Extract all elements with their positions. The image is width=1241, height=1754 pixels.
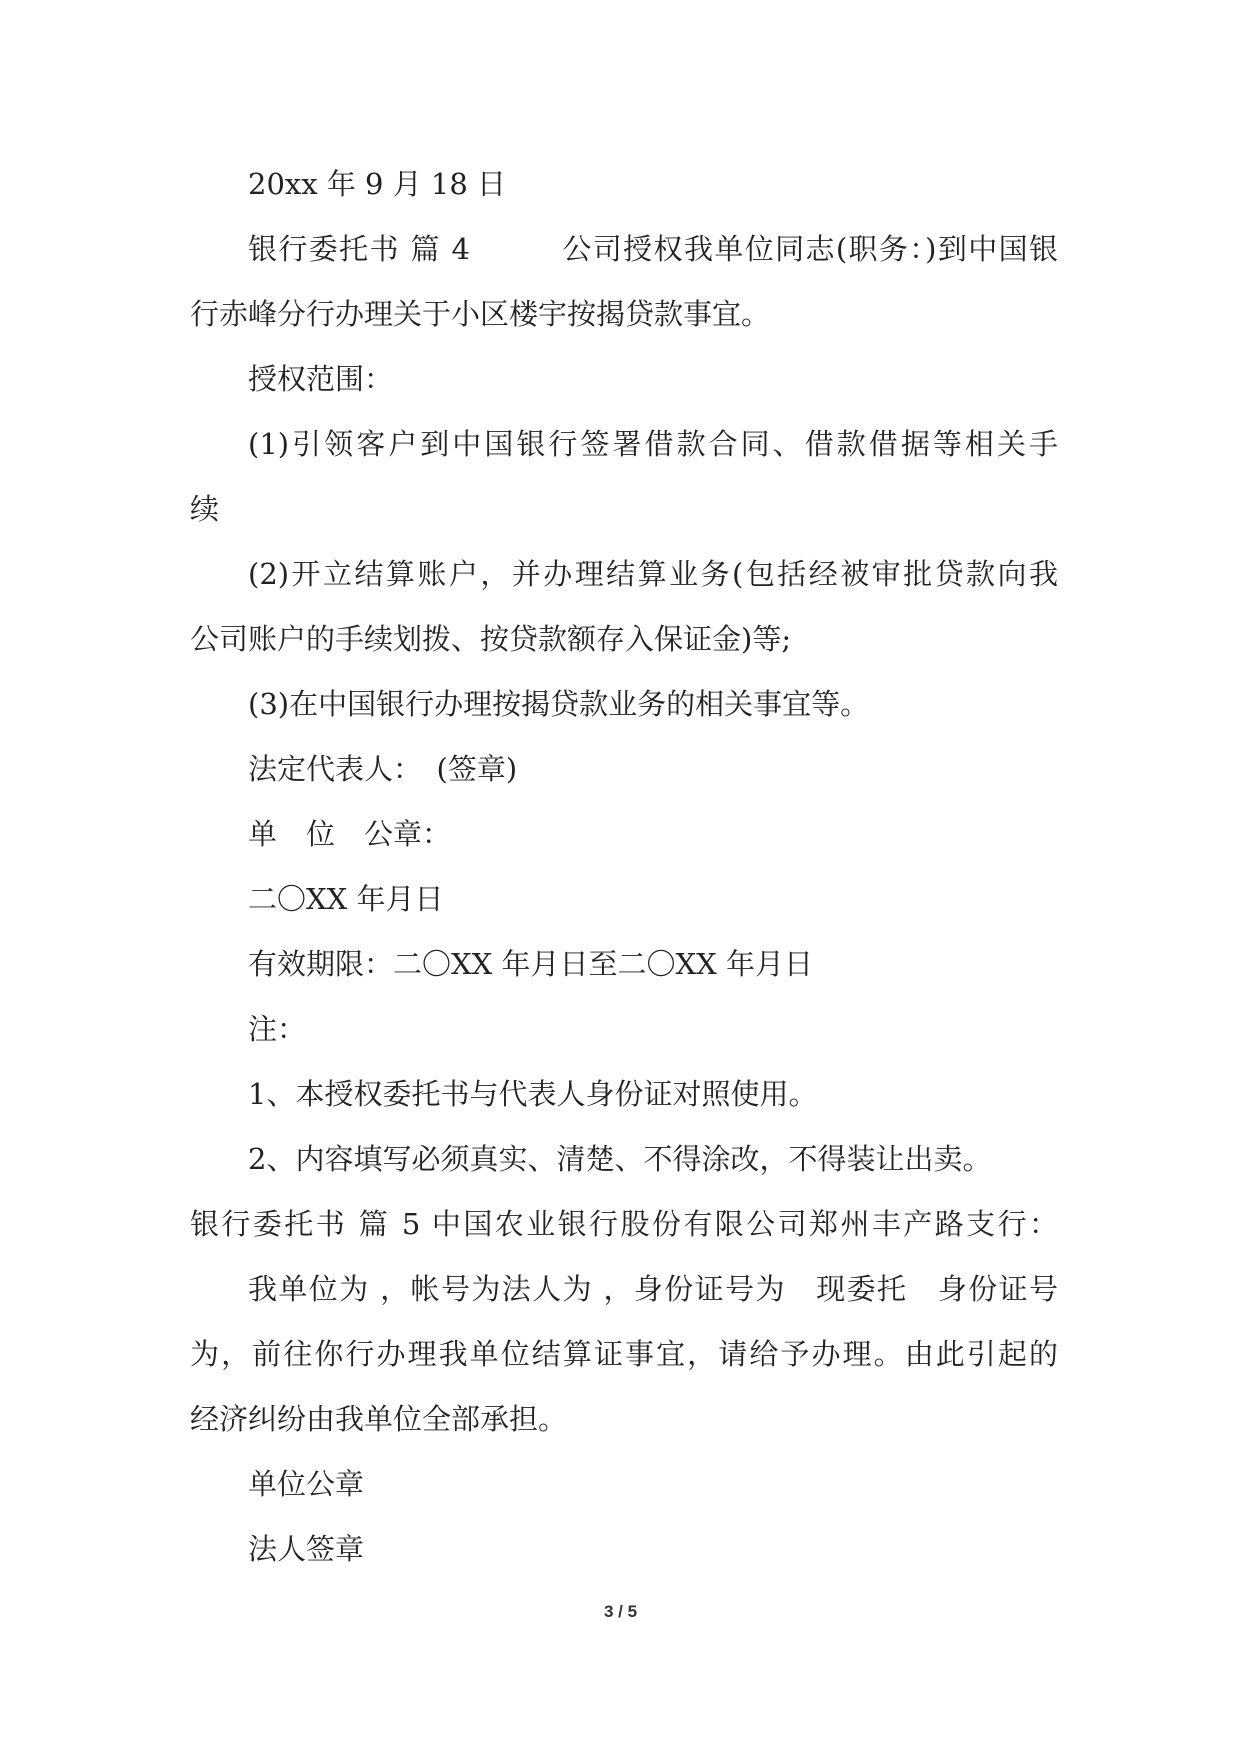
list-item-2-line: (2)开立结算账户，并办理结算业务(包括经被审批贷款向我	[248, 557, 1058, 591]
list-item-2-continuation: 公司账户的手续划拨、按贷款额存入保证金)等;	[190, 622, 792, 656]
paragraph-line: 行赤峰分行办理关于小区楼宇按揭贷款事宜。	[190, 297, 771, 331]
list-item-1-continuation: 续	[190, 492, 220, 526]
legal-person-signature-label: 法人签章	[248, 1532, 365, 1566]
note-heading: 注：	[248, 1012, 307, 1046]
note-item-2: 2、内容填写必须真实、清楚、不得涂改，不得装让出卖。	[248, 1142, 992, 1176]
paragraph-line: 经济纠纷由我单位全部承担。	[190, 1402, 568, 1436]
legal-representative-line: 法定代表人： (签章)	[248, 752, 518, 786]
validity-period-line: 有效期限：二〇XX 年月日至二〇XX 年月日	[248, 947, 814, 981]
date-placeholder-line: 二〇XX 年月日	[248, 882, 444, 916]
date-line: 20xx 年 9 月 18 日	[248, 167, 507, 201]
unit-seal-label: 单位公章	[248, 1467, 365, 1501]
section-5-heading-line: 银行委托书 篇 5 中国农业银行股份有限公司郑州丰产路支行：	[190, 1207, 1058, 1241]
unit-seal-line: 单 位 公章：	[248, 817, 452, 851]
list-item-3-line: (3)在中国银行办理按揭贷款业务的相关事宜等。	[248, 687, 870, 721]
paragraph-line: 我单位为 ，帐号为法人为 ，身份证号为 现委托 身份证号	[248, 1272, 1058, 1306]
note-item-1: 1、本授权委托书与代表人身份证对照使用。	[248, 1077, 818, 1111]
section-4-heading-line: 银行委托书 篇 4 公司授权我单位同志(职务：)到中国银	[248, 232, 1058, 266]
page-number: 3 / 5	[603, 1602, 638, 1621]
paragraph-line: 授权范围：	[248, 362, 394, 396]
document-body	[190, 152, 1058, 1582]
list-item-1-line: (1)引领客户到中国银行签署借款合同、借款借据等相关手	[248, 427, 1058, 461]
paragraph-line: 为，前往你行办理我单位结算证事宜，请给予办理。由此引起的	[190, 1337, 1058, 1371]
